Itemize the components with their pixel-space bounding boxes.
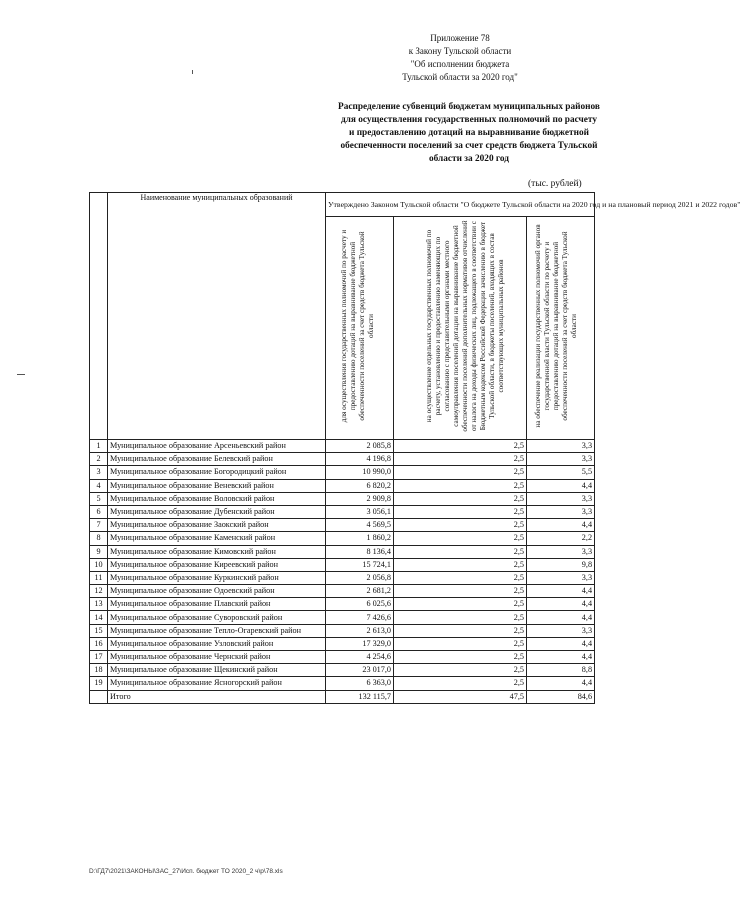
- table-row: [90, 611, 595, 624]
- value-col3: 3,3: [527, 545, 595, 558]
- row-number: 3: [90, 466, 108, 479]
- row-number: 1: [90, 440, 108, 453]
- value-col1: 4 569,5: [326, 519, 394, 532]
- value-col3: 4,4: [527, 611, 595, 624]
- municipality-name: Муниципальное образование Щекинский район: [108, 664, 326, 677]
- subsidy-table: [89, 192, 740, 704]
- value-col2: 2,5: [394, 545, 527, 558]
- row-number: 10: [90, 558, 108, 571]
- table-row: [90, 519, 595, 532]
- municipality-name: Муниципальное образование Тепло-Огаревский район: [108, 624, 326, 637]
- row-number: 2: [90, 453, 108, 466]
- appendix-line-4: Тульской области за 2020 год": [402, 72, 518, 82]
- value-col1: 7 426,6: [326, 611, 394, 624]
- total-row: [90, 690, 595, 703]
- table-row: [90, 558, 595, 571]
- value-col3: 4,4: [527, 637, 595, 650]
- col1-header-cell: [326, 217, 394, 440]
- value-col2: 2,5: [394, 571, 527, 584]
- value-col2: 2,5: [394, 558, 527, 571]
- municipality-name: Муниципальное образование Суворовский район: [108, 611, 326, 624]
- col3-header: на обеспечение реализации государственных полномочий органов государственной власти Тульской области по расчету и предоставлению дотаций на выравнивание бюджетной обеспеченности поселений за счет средств бюджета Тульской области: [533, 224, 578, 428]
- value-col2: 2,5: [394, 519, 527, 532]
- table-row: [90, 571, 595, 584]
- scan-mark: [192, 70, 193, 74]
- value-col3: 4,4: [527, 479, 595, 492]
- table-row: [90, 664, 595, 677]
- municipality-name: Муниципальное образование Арсеньевский район: [108, 440, 326, 453]
- value-col2: 2,5: [394, 453, 527, 466]
- value-col1: 3 056,1: [326, 505, 394, 518]
- num-header: [90, 193, 108, 440]
- municipality-name: Муниципальное образование Богородицкий район: [108, 466, 326, 479]
- municipality-name: Муниципальное образование Каменский район: [108, 532, 326, 545]
- municipality-name: Муниципальное образование Ясногорский район: [108, 677, 326, 690]
- municipality-name: Муниципальное образование Плавский район: [108, 598, 326, 611]
- municipality-name: Муниципальное образование Заокский район: [108, 519, 326, 532]
- value-col1: 4 196,8: [326, 453, 394, 466]
- table-row: [90, 479, 595, 492]
- row-number: 7: [90, 519, 108, 532]
- value-col3: 3,3: [527, 624, 595, 637]
- value-col1: 6 820,2: [326, 479, 394, 492]
- table-row: [90, 677, 595, 690]
- appendix-line-3: "Об исполнении бюджета: [410, 59, 510, 69]
- value-col2: 2,5: [394, 611, 527, 624]
- table-row: [90, 651, 595, 664]
- municipality-name: Муниципальное образование Чернский район: [108, 651, 326, 664]
- table-row: [90, 532, 595, 545]
- table-row: [90, 492, 595, 505]
- value-col1: 1 860,2: [326, 532, 394, 545]
- row-number: 11: [90, 571, 108, 584]
- municipality-name: Муниципальное образование Кимовский район: [108, 545, 326, 558]
- table-row: [90, 624, 595, 637]
- total-col1: 132 115,7: [326, 690, 394, 703]
- value-col2: 2,5: [394, 585, 527, 598]
- value-col1: 10 990,0: [326, 466, 394, 479]
- row-number: 8: [90, 532, 108, 545]
- row-number: 9: [90, 545, 108, 558]
- col2-header-cell: [394, 217, 527, 440]
- value-col3: 4,4: [527, 585, 595, 598]
- value-col3: 2,2: [527, 532, 595, 545]
- value-col1: 23 017,0: [326, 664, 394, 677]
- total-label: Итого: [108, 690, 326, 703]
- row-number: 15: [90, 624, 108, 637]
- table-row: [90, 637, 595, 650]
- name-column-header: Наименование муниципальных образований: [108, 193, 326, 440]
- value-col1: 17 329,0: [326, 637, 394, 650]
- total-col2: 47,5: [394, 690, 527, 703]
- table-row: [90, 545, 595, 558]
- row-number: 19: [90, 677, 108, 690]
- table-row: [90, 598, 595, 611]
- row-number: 12: [90, 585, 108, 598]
- total-col3: 84,6: [527, 690, 595, 703]
- row-number: 13: [90, 598, 108, 611]
- municipality-name: Муниципальное образование Узловский район: [108, 637, 326, 650]
- header-row: [90, 193, 595, 217]
- value-col2: 2,5: [394, 492, 527, 505]
- table-row: [90, 585, 595, 598]
- table-row: [90, 440, 595, 453]
- value-col2: 2,5: [394, 651, 527, 664]
- value-col3: 9,8: [527, 558, 595, 571]
- value-col3: 3,3: [527, 492, 595, 505]
- table-row: [90, 505, 595, 518]
- municipality-name: Муниципальное образование Дубенский район: [108, 505, 326, 518]
- row-number: 5: [90, 492, 108, 505]
- value-col3: 4,4: [527, 677, 595, 690]
- appendix-block: [360, 32, 560, 84]
- file-path-footer: D:\ГД7\2021\ЗАКОНЫ\ЗАС_27\Исп. бюджет ТО 2020_2 ч\р\78.xls: [89, 868, 283, 875]
- row-number: 16: [90, 637, 108, 650]
- value-col1: 8 136,4: [326, 545, 394, 558]
- table-row: [90, 453, 595, 466]
- value-col1: 6 363,0: [326, 677, 394, 690]
- value-col1: 2 085,8: [326, 440, 394, 453]
- value-col2: 2,5: [394, 479, 527, 492]
- value-col1: 2 056,8: [326, 571, 394, 584]
- row-number: 14: [90, 611, 108, 624]
- value-col3: 3,3: [527, 453, 595, 466]
- col1-header: для осуществления государственных полномочий по расчету и предоставлению дотаций на выравнивание бюджетной обеспеченности поселений за счет средств бюджета Тульской области: [339, 229, 375, 423]
- row-number: 6: [90, 505, 108, 518]
- value-col1: 2 909,8: [326, 492, 394, 505]
- value-col2: 2,5: [394, 440, 527, 453]
- value-col2: 2,5: [394, 505, 527, 518]
- value-col1: 6 025,6: [326, 598, 394, 611]
- value-col3: 3,3: [527, 440, 595, 453]
- municipality-name: Муниципальное образование Белевский район: [108, 453, 326, 466]
- value-col3: 8,8: [527, 664, 595, 677]
- appendix-line-2: к Закону Тульской области: [408, 46, 512, 56]
- municipality-name: Муниципальное образование Одоевский район: [108, 585, 326, 598]
- value-col2: 2,5: [394, 637, 527, 650]
- value-col3: 4,4: [527, 651, 595, 664]
- value-col2: 2,5: [394, 466, 527, 479]
- value-col3: 4,4: [527, 519, 595, 532]
- value-col2: 2,5: [394, 532, 527, 545]
- document-title: Распределение субвенций бюджетам муниципальных районов для осуществления государственных полномочий по расчету и предоставлению дотаций на выравнивание бюджетной обеспеченности поселений за счет средств бюджета Тульской области за 2020 год: [338, 102, 600, 164]
- value-col1: 2 613,0: [326, 624, 394, 637]
- total-number-cell: [90, 690, 108, 703]
- value-col3: 3,3: [527, 505, 595, 518]
- value-col1: 15 724,1: [326, 558, 394, 571]
- col3-header-cell: [527, 217, 595, 440]
- table-row: [90, 466, 595, 479]
- value-col2: 2,5: [394, 624, 527, 637]
- appendix-line-1: Приложение 78: [430, 33, 490, 43]
- approved-by-law-header: Утверждено Законом Тульской области "О бюджете Тульской области на 2020 год и на плановый период 2021 и 2022 годов": [326, 193, 595, 217]
- value-col3: 5,5: [527, 466, 595, 479]
- municipality-name: Муниципальное образование Воловский район: [108, 492, 326, 505]
- row-number: 4: [90, 479, 108, 492]
- municipality-name: Муниципальное образование Киреевский район: [108, 558, 326, 571]
- scan-mark: [17, 374, 25, 375]
- value-col2: 2,5: [394, 598, 527, 611]
- value-col1: 4 254,6: [326, 651, 394, 664]
- value-col2: 2,5: [394, 677, 527, 690]
- row-number: 18: [90, 664, 108, 677]
- municipality-name: Муниципальное образование Веневский район: [108, 479, 326, 492]
- row-number: 17: [90, 651, 108, 664]
- value-col3: 4,4: [527, 598, 595, 611]
- value-col1: 2 681,2: [326, 585, 394, 598]
- unit-label: (тыс. рублей): [528, 179, 582, 189]
- col2-header: на осуществление отдельных государственных полномочий по расчету, установлению и предоставлению заменяющих по согласованию с представительными органами местного самоуправления поселений дотации на выравнивание бюджетной обеспеченности поселений дополнительных нормативов отчислений от налога на доходы физических лиц, подлежащего в соответствии с Бюджетным кодексом Российской Федерации зачислению в бюджет Тульской области, в бюджеты поселений, входящих в состав соответствующих муниципальных районов: [425, 220, 505, 432]
- value-col3: 3,3: [527, 571, 595, 584]
- value-col2: 2,5: [394, 664, 527, 677]
- municipality-name: Муниципальное образование Куркинский район: [108, 571, 326, 584]
